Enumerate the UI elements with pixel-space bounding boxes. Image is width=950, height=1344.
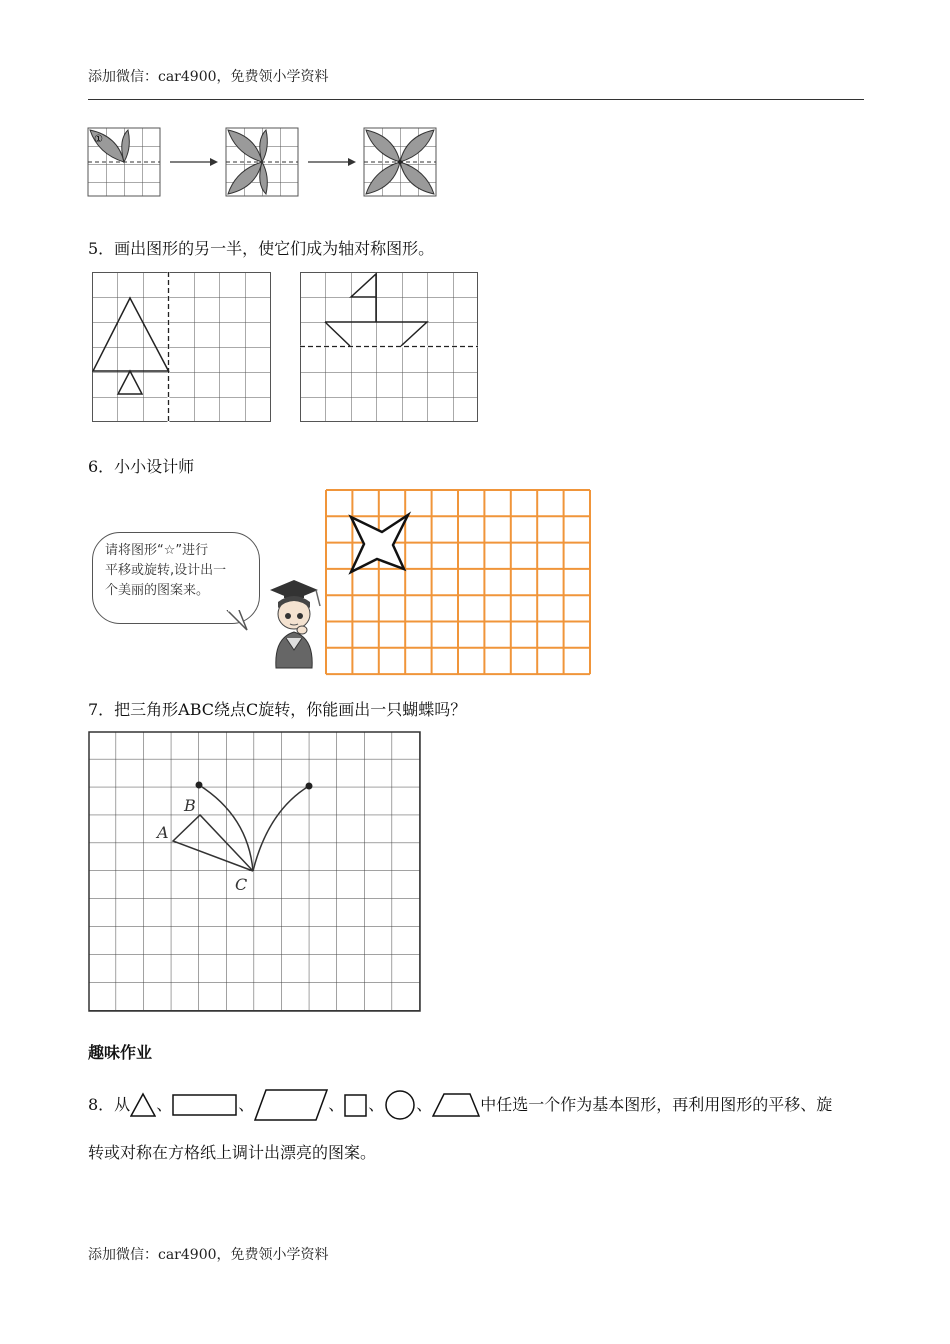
bubble-line: 个美丽的图案来。 xyxy=(105,583,210,598)
leaf-grid-step-3 xyxy=(364,128,436,196)
point-label: B xyxy=(184,796,196,815)
separator: 、 xyxy=(238,1095,255,1114)
bubble-line: 平移或旋转,设计出一 xyxy=(105,563,227,578)
bubble-tail xyxy=(225,610,255,632)
leaf-grid-step-2 xyxy=(226,128,298,196)
question-5: 5．画出图形的另一半，使它们成为轴对称图形。 xyxy=(88,239,435,258)
question-6: 6．小小设计师 xyxy=(88,457,195,476)
separator: 、 xyxy=(328,1095,345,1114)
question-8 xyxy=(88,1088,868,1166)
leaf-label: ① xyxy=(94,134,103,145)
trapezoid-shape-icon xyxy=(432,1092,480,1118)
q8-prefix: 8．从 xyxy=(88,1095,131,1114)
separator: 、 xyxy=(368,1095,385,1114)
separator: 、 xyxy=(156,1095,173,1114)
footer-watermark: 添加微信：car4900，免费领小学资料 xyxy=(88,1247,329,1263)
point-label: C xyxy=(235,875,248,894)
rotation-grid xyxy=(88,731,422,1015)
header-divider xyxy=(88,99,864,100)
arrow-icon xyxy=(170,158,218,166)
circle-shape-icon xyxy=(384,1089,416,1121)
q8-line2: 转或对称在方格纸上调计出漂亮的图案。 xyxy=(88,1143,377,1162)
header-watermark: 添加微信：car4900，免费领小学资料 xyxy=(88,69,329,85)
leaf-grid-step-1 xyxy=(88,128,160,196)
triangle-shape-icon xyxy=(130,1092,156,1118)
point-label: A xyxy=(157,823,169,842)
q8-mid: 中任选一个作为基本图形，再利用图形的平移、旋 xyxy=(480,1095,833,1114)
arrow-icon xyxy=(308,158,356,166)
square-shape-icon xyxy=(344,1092,368,1118)
student-cartoon xyxy=(262,578,326,674)
question-7: 7．把三角形ABC绕点C旋转，你能画出一只蝴蝶吗？ xyxy=(88,700,467,719)
section-title: 趣味作业 xyxy=(88,1043,153,1062)
symmetry-grid-boat xyxy=(300,272,480,424)
parallelogram-shape-icon xyxy=(254,1088,328,1122)
symmetry-grid-tree xyxy=(92,272,272,424)
design-grid xyxy=(324,488,594,678)
bubble-line: 请将图形“☆”进行 xyxy=(105,543,209,558)
separator: 、 xyxy=(416,1095,433,1114)
leaf-flower-sequence-figure xyxy=(84,124,444,200)
rectangle-shape-icon xyxy=(172,1092,238,1118)
